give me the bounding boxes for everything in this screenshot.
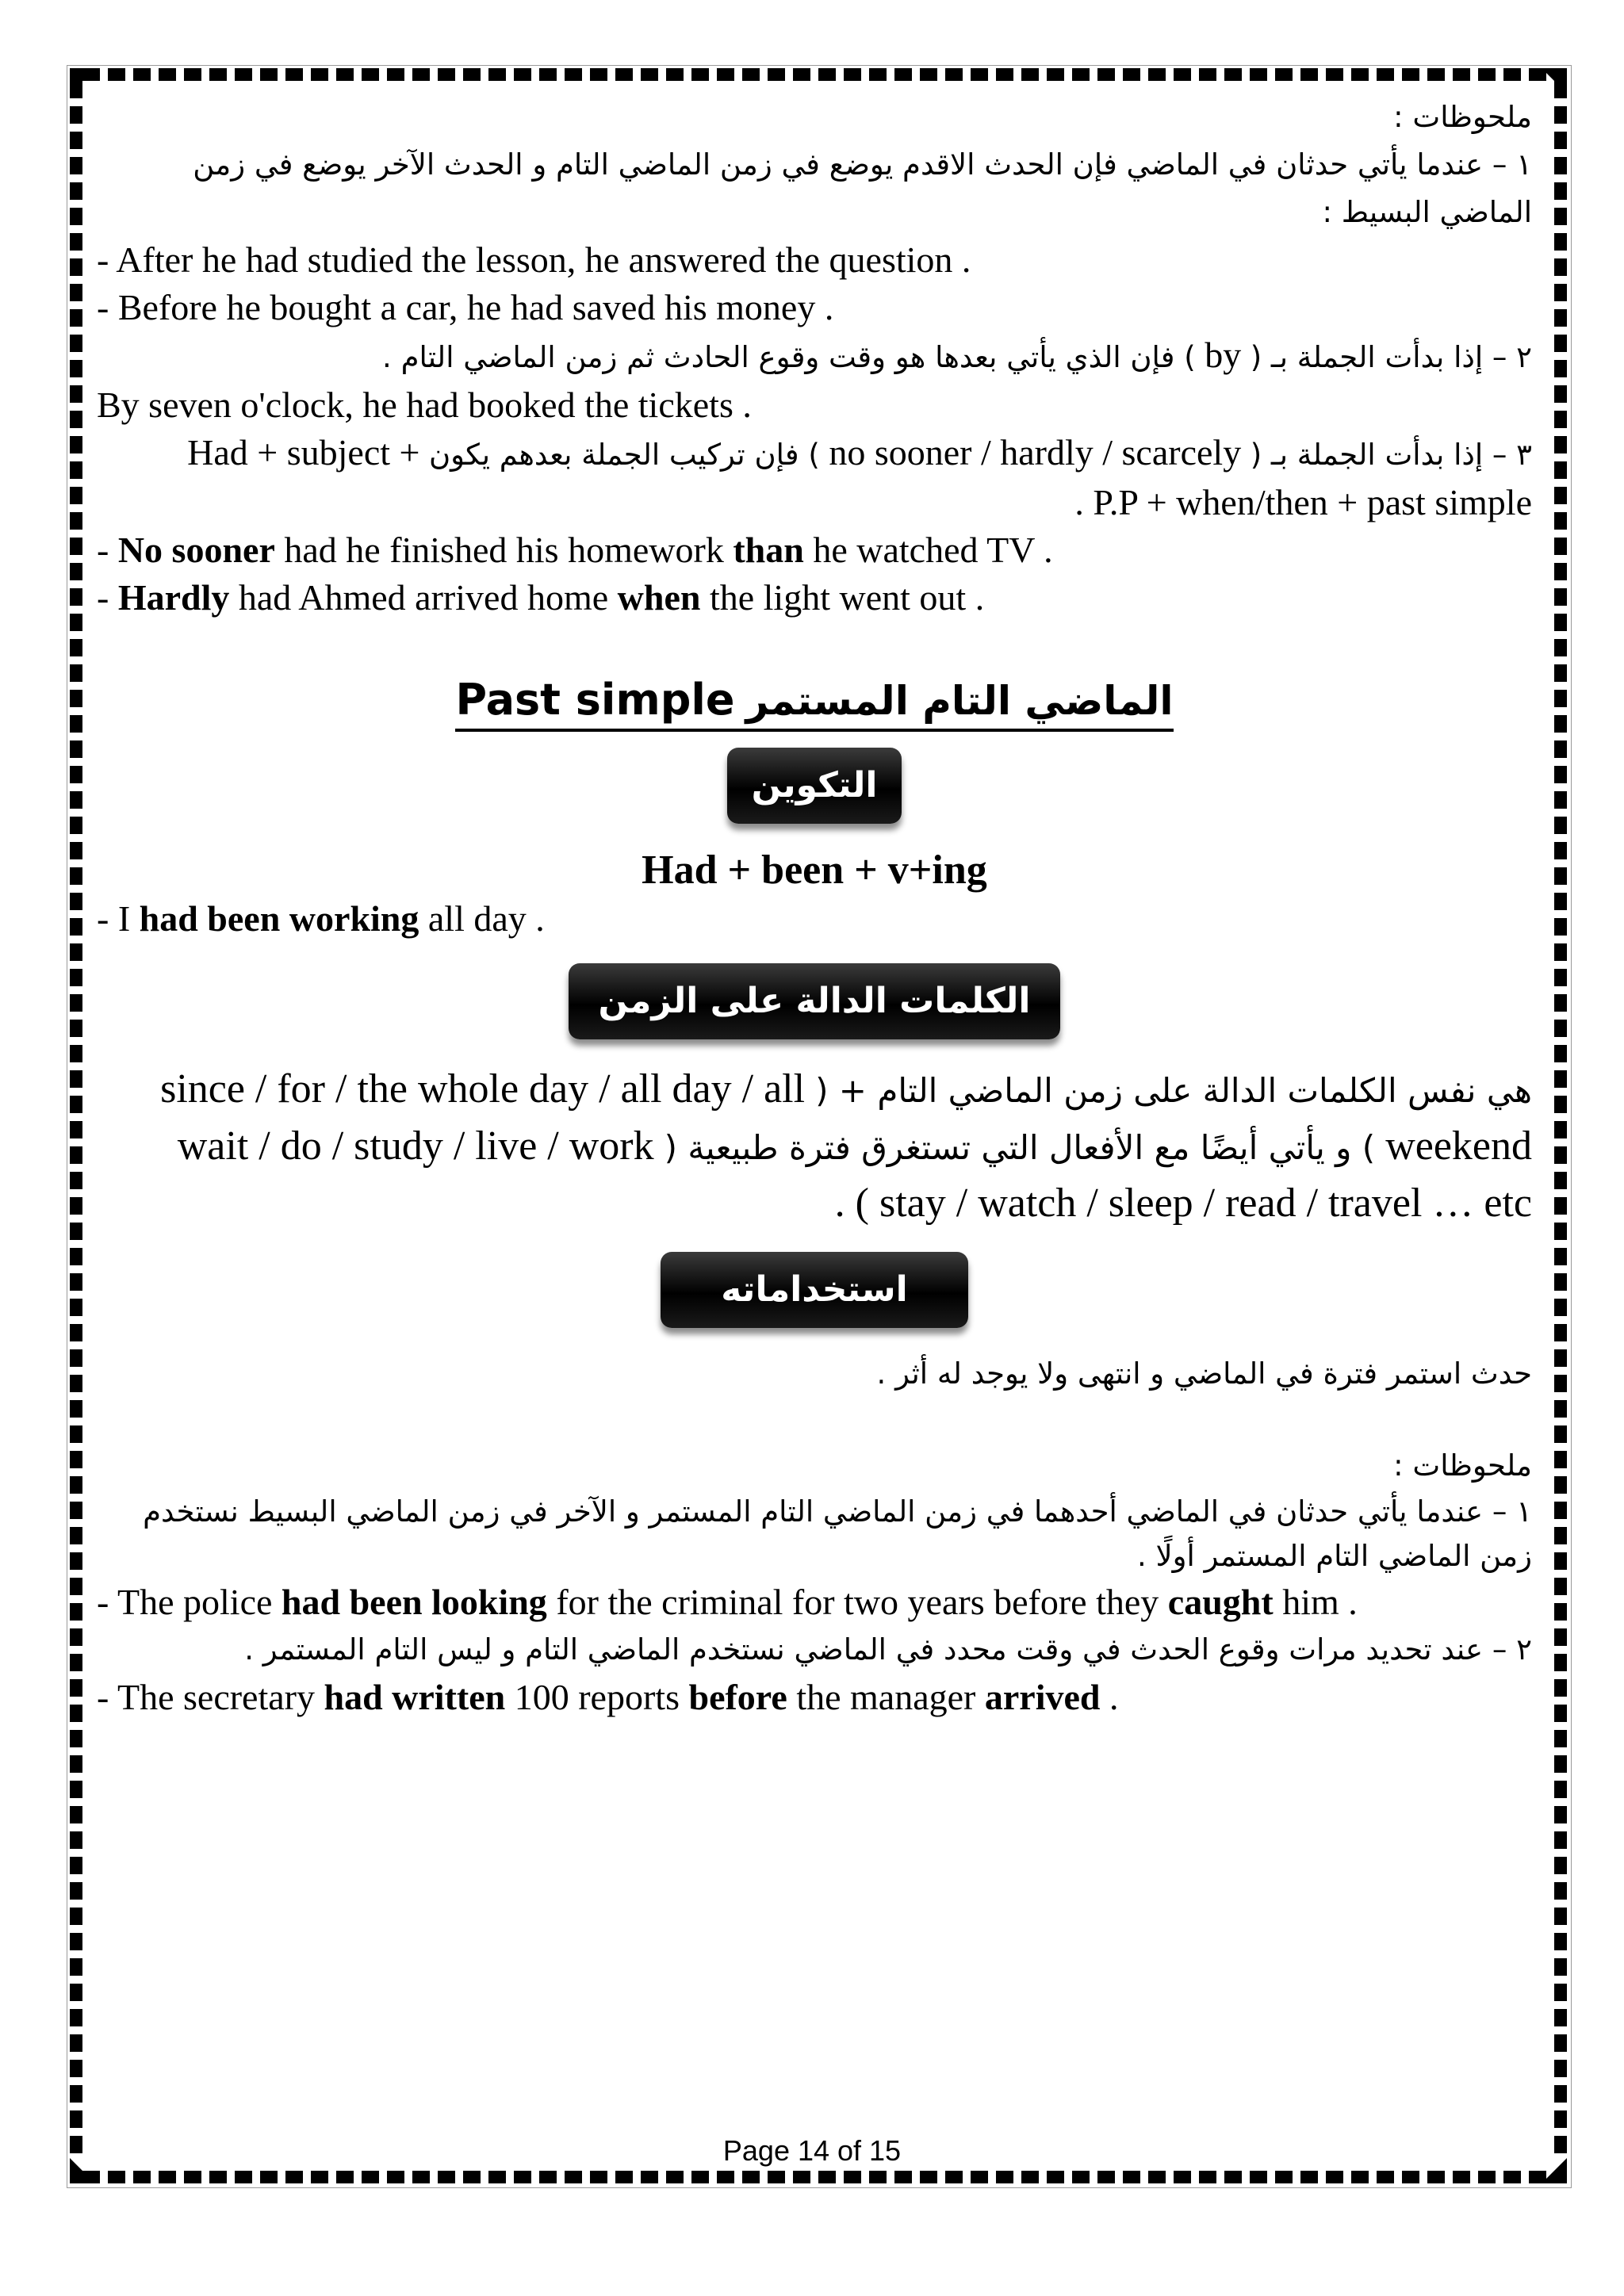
- keywords-list: . ( stay / watch / sleep / read / travel … etc: [834, 1181, 1532, 1226]
- example-bold: before: [688, 1677, 787, 1717]
- example-sentence: [97, 526, 1532, 574]
- example-text: .: [1100, 1677, 1119, 1717]
- example-bold: had been looking: [281, 1582, 547, 1622]
- usage-label: استخداماته: [661, 1252, 968, 1328]
- example-text: -: [97, 577, 118, 618]
- example-text: - The police: [97, 1582, 282, 1622]
- notes-heading: ملحوظات :: [1393, 100, 1532, 134]
- note-text-part: ) فإن تركيب الجملة بعدهم يكون: [428, 438, 820, 472]
- note-text: ٢ – عند تحديد مرات وقوع الحدث في وقت محدد في الماضي نستخدم الماضي التام و ليس التام المستمر .: [244, 1632, 1532, 1667]
- note-text-part: ٢ – إذا بدأت الجملة بـ (: [1250, 340, 1532, 374]
- example-text: he watched TV .: [803, 530, 1053, 570]
- note-keyword: no sooner / hardly / scarcely: [829, 432, 1242, 473]
- example-text: had Ahmed arrived home: [229, 577, 618, 618]
- note-keyword: by: [1205, 335, 1242, 375]
- formation-formula: Had + been + v+ing: [642, 848, 987, 893]
- section-title-underlined: [455, 674, 1173, 732]
- note-text: ١ – عندما يأتي حدثان في الماضي أحدهما في زمن الماضي التام المستمر و الآخر في زمن الماضي البسيط نستخدم زمن الماضي التام المستمر أولًا .: [143, 1494, 1532, 1573]
- usage-label-wrap: [97, 1231, 1532, 1328]
- note-text-part: ٣ – إذا بدأت الجملة بـ (: [1250, 438, 1532, 472]
- notes-heading: ملحوظات :: [1393, 1448, 1532, 1483]
- example-sentence: By seven o'clock, he had booked the tickets .: [97, 385, 752, 425]
- section-title: [97, 674, 1532, 732]
- keywords-label: الكلمات الدالة على الزمن: [569, 963, 1060, 1039]
- example-bold: arrived: [984, 1677, 1101, 1717]
- note-text: [97, 429, 1532, 479]
- example-text: him .: [1273, 1582, 1358, 1622]
- example-bold: when: [617, 577, 701, 618]
- keywords-text: [97, 1062, 1532, 1119]
- note-text: [97, 331, 1532, 381]
- formation-label-wrap: [97, 732, 1532, 824]
- keywords-list: since / for / the whole day / all day / all: [160, 1066, 806, 1112]
- section-title-en: Past simple: [455, 675, 735, 725]
- example-text: - The secretary: [97, 1677, 324, 1717]
- example-sentence: - Before he bought a car, he had saved his money .: [97, 287, 834, 327]
- example-text: the manager: [787, 1677, 985, 1717]
- keywords-text: [97, 1176, 1532, 1231]
- note-formula: Had + subject +: [187, 432, 420, 473]
- example-bold: had been working: [139, 898, 419, 939]
- example-bold: No sooner: [117, 530, 275, 570]
- example-bold: had written: [324, 1677, 506, 1717]
- section-title-ar: الماضي التام المستمر: [745, 678, 1174, 724]
- usage-text: حدث استمر فترة في الماضي و انتهى ولا يوجد له أثر .: [876, 1357, 1532, 1391]
- keywords-label-wrap: [97, 943, 1532, 1039]
- note-formula-line: [97, 479, 1532, 526]
- example-text: -: [97, 530, 118, 570]
- page-content: [97, 94, 1532, 1721]
- keywords-list: weekend: [1385, 1123, 1532, 1169]
- example-sentence: [97, 1578, 1532, 1626]
- example-bold: than: [733, 530, 804, 570]
- keywords-text: [97, 1119, 1532, 1176]
- keywords-text-part: هي نفس الكلمات الدالة على زمن الماضي التام + (: [815, 1071, 1532, 1110]
- example-sentence: [97, 895, 1532, 943]
- page-number: Page 14 of 15: [722, 2134, 902, 2167]
- example-sentence: [97, 574, 1532, 622]
- keywords-text-part: ) و يأتي أيضًا مع الأفعال التي تستغرق فترة طبيعية (: [664, 1128, 1376, 1167]
- formation-label: التكوين: [727, 748, 902, 824]
- example-text: - I: [97, 898, 140, 939]
- example-text: all day .: [419, 898, 545, 939]
- note-formula: . P.P + when/then + past simple: [1074, 482, 1532, 522]
- example-sentence: - After he had studied the lesson, he answered the question .: [97, 239, 971, 280]
- example-text: the light went out .: [700, 577, 985, 618]
- example-bold: caught: [1167, 1582, 1274, 1622]
- note-text-part: ) فإن الذي يأتي بعدها هو وقت وقوع الحادث ثم زمن الماضي التام .: [382, 340, 1196, 374]
- example-text: for the criminal for two years before they: [546, 1582, 1168, 1622]
- example-text: 100 reports: [505, 1677, 689, 1717]
- note-text: ١ – عندما يأتي حدثان في الماضي فإن الحدث الاقدم يوضع في زمن الماضي التام و الحدث الآخر يوضع في زمن الماضي البسيط :: [193, 147, 1532, 229]
- example-text: had he finished his homework: [274, 530, 733, 570]
- keywords-list: wait / do / study / live / work: [177, 1123, 654, 1169]
- example-sentence: [97, 1674, 1532, 1721]
- example-bold: Hardly: [117, 577, 230, 618]
